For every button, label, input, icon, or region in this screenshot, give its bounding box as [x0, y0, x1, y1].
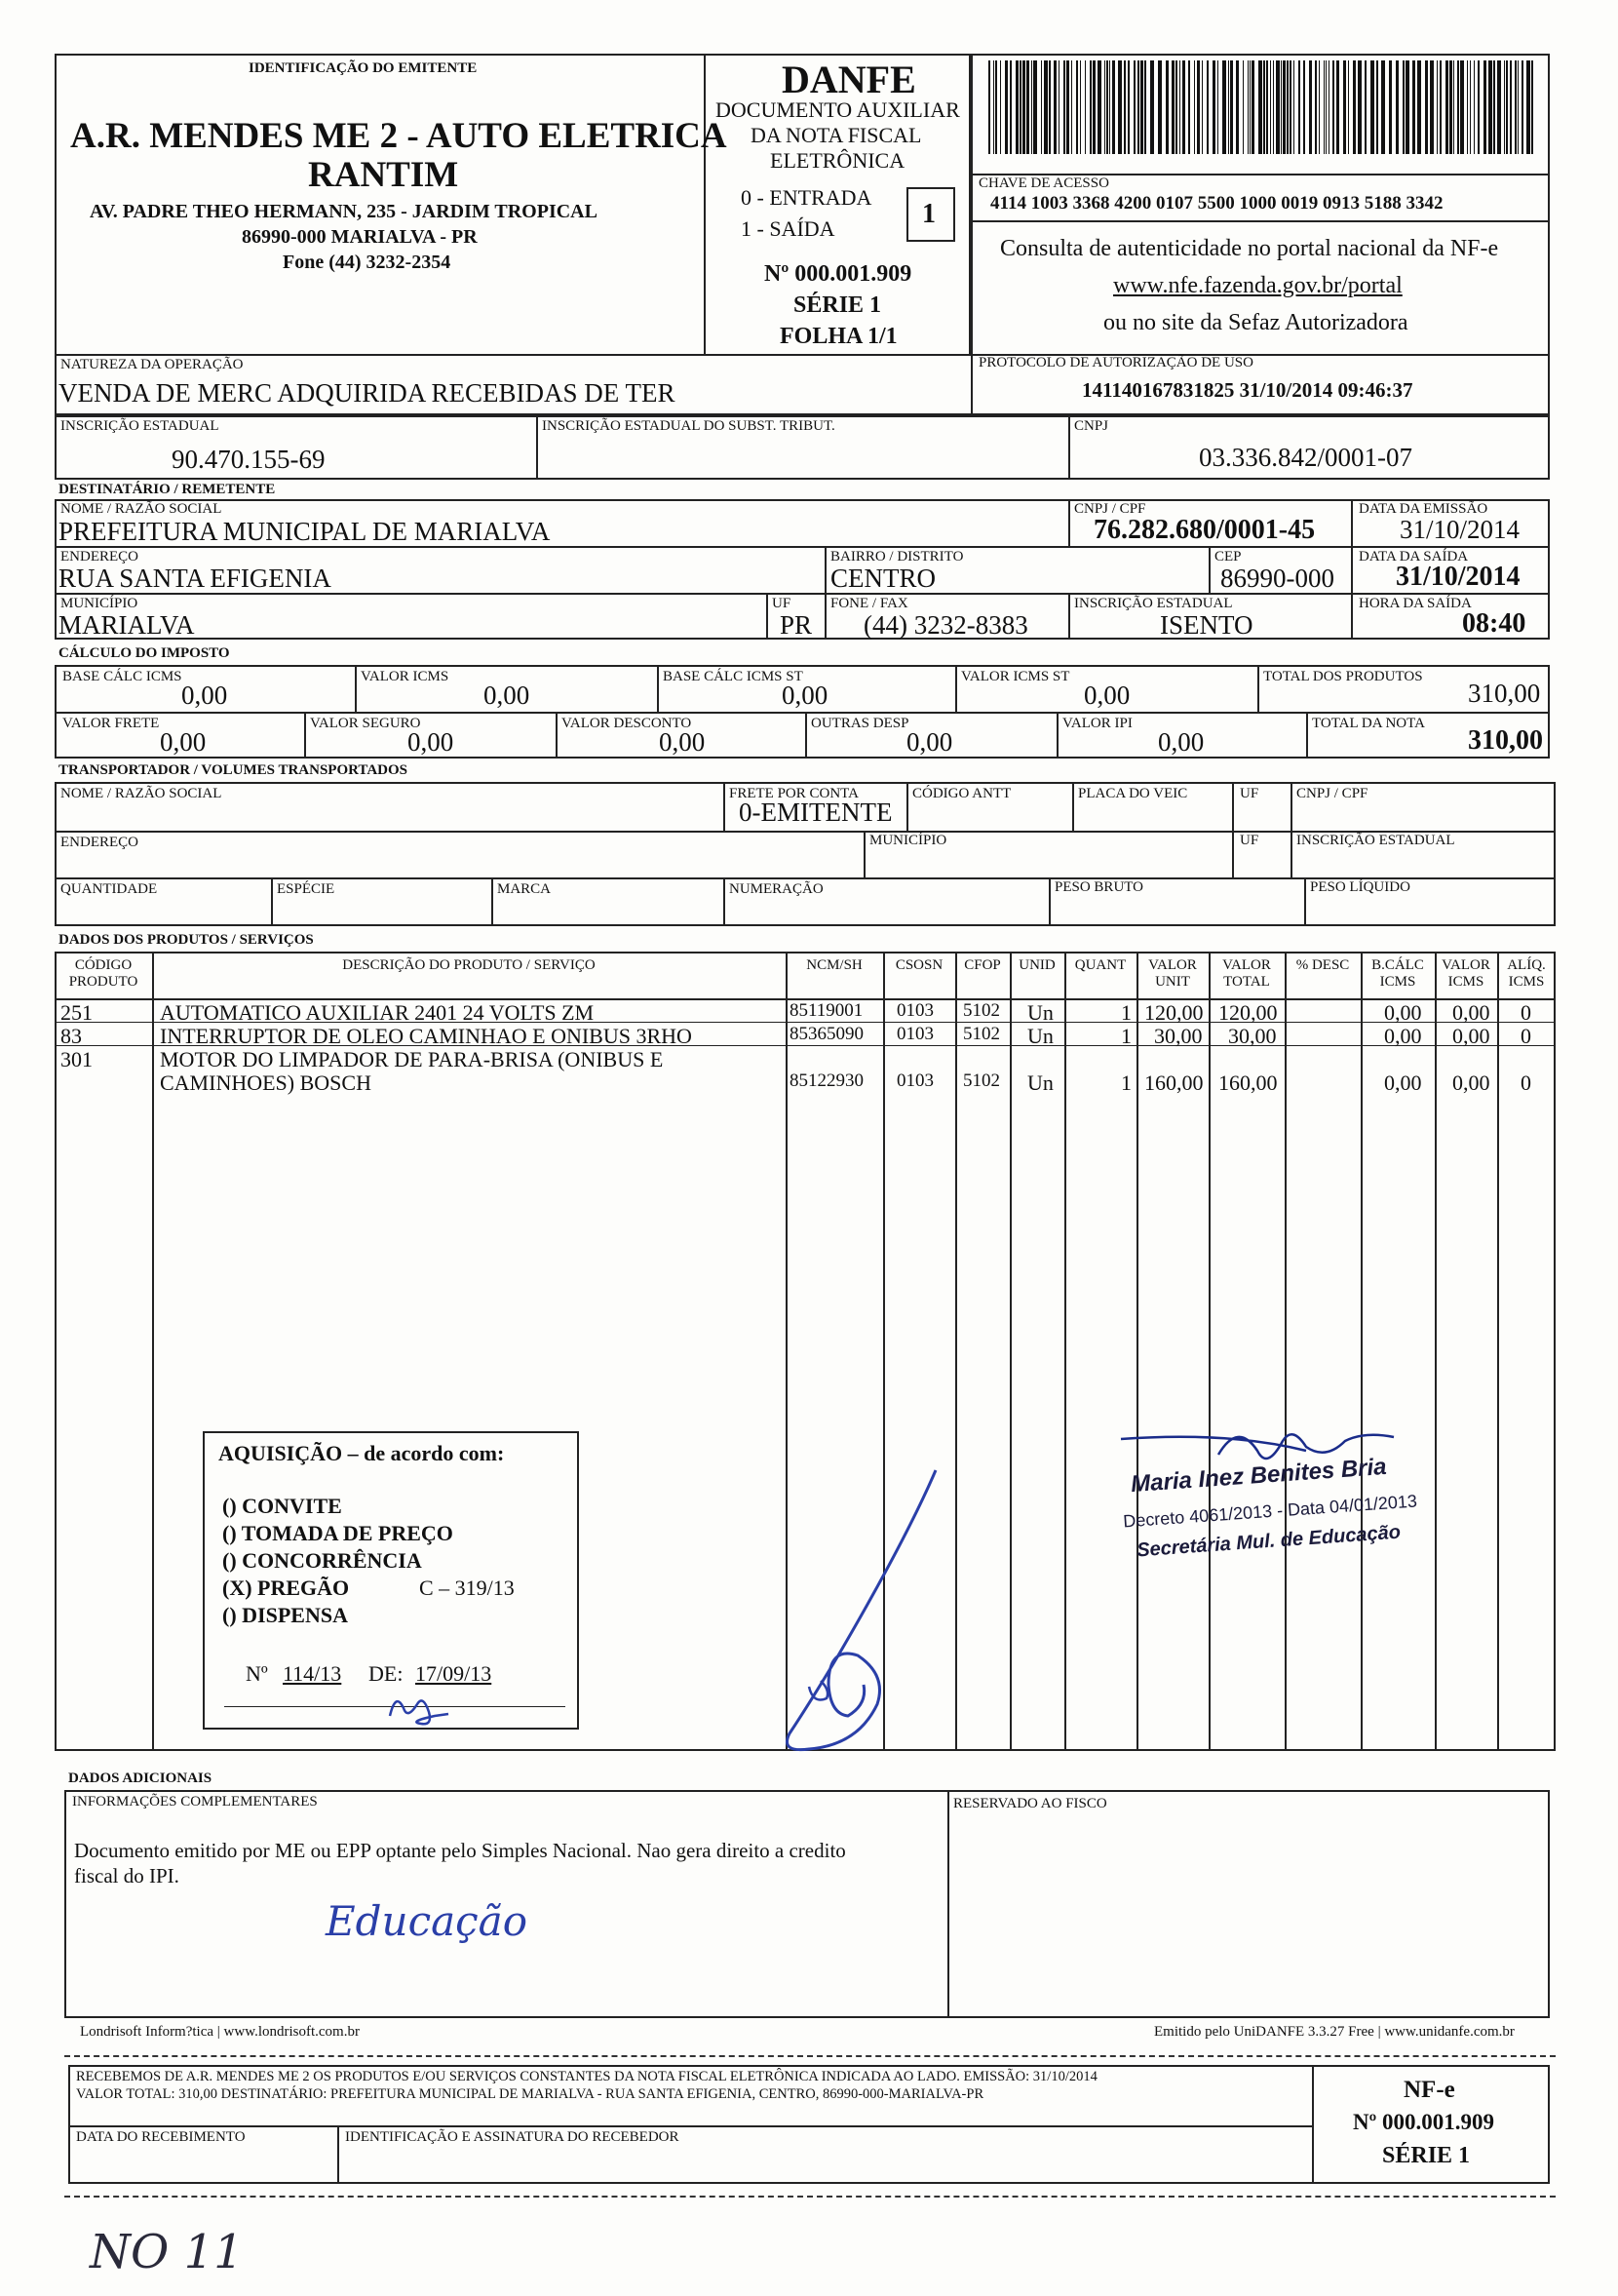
row3-desc1: MOTOR DO LIMPADOR DE PARA-BRISA (ONIBUS E: [160, 1047, 664, 1071]
transp-peso-bruto-label: PESO BRUTO: [1055, 879, 1143, 895]
chave-sefaz: ou no site da Sefaz Autorizadora: [1103, 310, 1408, 335]
row1-vtotal: 120,00: [1218, 1000, 1278, 1025]
row3-unid: Un: [1027, 1070, 1054, 1095]
row2-ncm: 85365090: [790, 1024, 864, 1044]
dest-municipio: MARIALVA: [58, 610, 195, 640]
danfe-saida: 1 - SAÍDA: [741, 216, 835, 241]
dest-bairro: CENTRO: [830, 564, 936, 593]
base-icms-label: BASE CÁLC ICMS: [62, 669, 182, 684]
transp-peso-liquido-label: PESO LÍQUIDO: [1310, 879, 1410, 895]
secretaria-decreto: Decreto 4061/2013 - Data 04/01/2013: [1122, 1491, 1418, 1532]
barcode: [984, 60, 1540, 156]
col-desc: % DESC: [1295, 957, 1350, 973]
dest-ie: ISENTO: [1160, 610, 1253, 640]
stamp-pregao-num: C – 319/13: [419, 1576, 515, 1600]
emitente-label: IDENTIFICAÇÃO DO EMITENTE: [249, 60, 478, 76]
transp-numeracao-label: NUMERAÇÃO: [729, 881, 824, 897]
transp-uf-label: UF: [1240, 786, 1259, 801]
transp-especie-label: ESPÉCIE: [277, 881, 335, 897]
row2-cfop: 5102: [963, 1024, 1000, 1044]
desconto-label: VALOR DESCONTO: [561, 716, 692, 731]
dest-fone-label: FONE / FAX: [830, 596, 908, 611]
row3-cfop: 5102: [963, 1070, 1000, 1091]
footer-left: Londrisoft Inform?tica | www.londrisoft.com.br: [80, 2024, 360, 2040]
seguro-label: VALOR SEGURO: [310, 716, 421, 731]
adicionais-section: DADOS ADICIONAIS: [68, 1771, 212, 1786]
valor-icms: 0,00: [483, 681, 530, 710]
frete-label: VALOR FRETE: [62, 716, 160, 731]
stamp-dispensa: () DISPENSA: [222, 1603, 348, 1627]
dest-saida: 31/10/2014: [1396, 562, 1521, 592]
canhoto-nfe: NF-e: [1404, 2077, 1455, 2103]
row1-codigo: 251: [60, 1000, 93, 1025]
dest-bairro-label: BAIRRO / DISTRITO: [830, 549, 964, 564]
transp-uf2-label: UF: [1240, 833, 1259, 848]
desconto: 0,00: [659, 727, 706, 757]
row1-ncm: 85119001: [790, 1000, 864, 1021]
row1-bcalc: 0,00: [1384, 1000, 1422, 1025]
stamp-concorrencia: () CONCORRÊNCIA: [222, 1548, 422, 1573]
secretaria-nome: Maria Inez Benites Bria: [1130, 1453, 1388, 1498]
stamp-numero-prefix: Nº: [246, 1661, 268, 1686]
col-cfop: CFOP: [964, 957, 1001, 973]
valor-icms-label: VALOR ICMS: [361, 669, 449, 684]
transp-cnpj-label: CNPJ / CPF: [1296, 786, 1368, 801]
info-label: INFORMAÇÕES COMPLEMENTARES: [72, 1794, 318, 1810]
natureza-value: VENDA DE MERC ADQUIRIDA RECEBIDAS DE TER: [58, 378, 675, 408]
col-vunit: VALOR UNIT: [1148, 957, 1197, 990]
signature: [770, 1460, 965, 1763]
stamp-title: AQUISIÇÃO – de acordo com:: [218, 1441, 505, 1465]
dest-emissao-label: DATA DA EMISSÃO: [1359, 501, 1488, 517]
destinatario-section: DESTINATÁRIO / REMETENTE: [58, 482, 276, 497]
stamp-convite: () CONVITE: [222, 1494, 342, 1518]
transp-frete-label: FRETE POR CONTA: [729, 786, 859, 801]
row1-vicms: 0,00: [1452, 1000, 1490, 1025]
base-st: 0,00: [782, 681, 828, 710]
canhoto-line2: VALOR TOTAL: 310,00 DESTINATÁRIO: PREFEITURA MUNICIPAL DE MARIALVA - RUA SANTA EFIGENIA, CENTRO, 86990-000-MARIALVA-PR: [76, 2086, 984, 2102]
transp-antt-label: CÓDIGO ANTT: [912, 786, 1012, 801]
danfe-numero: Nº 000.001.909: [764, 261, 912, 287]
ie-st-label: INSCRIÇÃO ESTADUAL DO SUBST. TRIBUT.: [542, 418, 835, 434]
transp-municipio-label: MUNICÍPIO: [869, 833, 947, 848]
emitente-city: 86990-000 MARIALVA - PR: [242, 226, 478, 248]
transportador-section: TRANSPORTADOR / VOLUMES TRANSPORTADOS: [58, 762, 408, 778]
row3-quant: 1: [1121, 1070, 1132, 1095]
dest-cnpj-label: CNPJ / CPF: [1074, 501, 1146, 517]
canhoto-serie: SÉRIE 1: [1382, 2143, 1471, 2168]
transp-nome-label: NOME / RAZÃO SOCIAL: [60, 786, 222, 801]
total-prod-label: TOTAL DOS PRODUTOS: [1263, 669, 1423, 684]
row2-codigo: 83: [60, 1024, 82, 1048]
secretaria-cargo: Secretária Mul. de Educação: [1136, 1521, 1402, 1562]
seguro: 0,00: [407, 727, 454, 757]
footer-right: Emitido pelo UniDANFE 3.3.27 Free | www.unidanfe.com.br: [1154, 2024, 1515, 2040]
row2-aliq: 0: [1521, 1024, 1531, 1048]
dest-cep-label: CEP: [1214, 549, 1242, 564]
row2-csosn: 0103: [897, 1024, 934, 1044]
info-line2: fiscal do IPI.: [74, 1864, 179, 1887]
dest-endereco-label: ENDEREÇO: [60, 549, 138, 564]
row3-vicms: 0,00: [1452, 1070, 1490, 1095]
col-codigo: CÓDIGO PRODUTO: [68, 957, 138, 990]
dest-cep: 86990-000: [1220, 564, 1334, 593]
dest-fone: (44) 3232-8383: [864, 610, 1028, 640]
handwritten-educacao: Educação: [326, 1897, 528, 1945]
transp-marca-label: MARCA: [497, 881, 552, 897]
valor-st-label: VALOR ICMS ST: [961, 669, 1070, 684]
emitente-phone: Fone (44) 3232-2354: [283, 252, 451, 273]
col-bcalc: B.CÁLC ICMS: [1371, 957, 1424, 990]
row3-ncm: 85122930: [790, 1070, 864, 1091]
imposto-section: CÁLCULO DO IMPOSTO: [58, 645, 230, 661]
dest-hora: 08:40: [1462, 608, 1526, 639]
danfe-sub1: DOCUMENTO AUXILIAR: [715, 97, 960, 122]
canhoto-assinatura-label: IDENTIFICAÇÃO E ASSINATURA DO RECEBEDOR: [345, 2129, 679, 2145]
danfe-folha: FOLHA 1/1: [780, 324, 898, 349]
total-nota-label: TOTAL DA NOTA: [1312, 716, 1425, 731]
row2-desc: INTERRUPTOR DE OLEO CAMINHAO E ONIBUS 3RHO: [160, 1024, 692, 1048]
dest-nome-label: NOME / RAZÃO SOCIAL: [60, 501, 222, 517]
dest-saida-label: DATA DA SAÍDA: [1359, 549, 1469, 564]
reservado-label: RESERVADO AO FISCO: [953, 1796, 1107, 1811]
danfe-title: DANFE: [782, 58, 916, 101]
dest-endereco: RUA SANTA EFIGENIA: [58, 564, 331, 593]
row1-cfop: 5102: [963, 1000, 1000, 1021]
total-nota: 310,00: [1468, 725, 1543, 756]
transp-qtd-label: QUANTIDADE: [60, 881, 158, 897]
danfe-entrada: 0 - ENTRADA: [741, 185, 872, 210]
emitente-address: AV. PADRE THEO HERMANN, 235 - JARDIM TROPICAL: [90, 201, 597, 222]
dest-hora-label: HORA DA SAÍDA: [1359, 596, 1472, 611]
dest-uf-label: UF: [772, 596, 791, 611]
transp-frete: 0-EMITENTE: [739, 798, 893, 827]
col-unid: UNID: [1019, 957, 1056, 973]
row2-unid: Un: [1027, 1024, 1054, 1048]
emitente-name-1: A.R. MENDES ME 2 - AUTO ELETRICA: [70, 116, 727, 156]
transp-endereco-label: ENDEREÇO: [60, 835, 138, 850]
row1-desc: AUTOMATICO AUXILIAR 2401 24 VOLTS ZM: [160, 1000, 595, 1025]
row1-vunit: 120,00: [1144, 1000, 1204, 1025]
ipi: 0,00: [1158, 727, 1205, 757]
dest-municipio-label: MUNICÍPIO: [60, 596, 138, 611]
row2-quant: 1: [1121, 1024, 1132, 1048]
row3-desc2: CAMINHOES) BOSCH: [160, 1070, 371, 1095]
col-quant: QUANT: [1074, 957, 1127, 973]
danfe-sub3: ELETRÔNICA: [770, 148, 905, 173]
col-aliq: ALÍQ. ICMS: [1507, 957, 1546, 990]
ipi-label: VALOR IPI: [1062, 716, 1133, 731]
outras: 0,00: [906, 727, 953, 757]
base-icms: 0,00: [181, 681, 228, 710]
row2-vunit: 30,00: [1154, 1024, 1203, 1048]
row1-quant: 1: [1121, 1000, 1132, 1025]
ie-value: 90.470.155-69: [172, 445, 326, 474]
produtos-section: DADOS DOS PRODUTOS / SERVIÇOS: [58, 932, 314, 948]
dest-emissao: 31/10/2014: [1400, 515, 1521, 544]
dest-cnpj: 76.282.680/0001-45: [1094, 515, 1316, 545]
col-vtotal: VALOR TOTAL: [1222, 957, 1271, 990]
stamp-de-prefix: DE:: [368, 1661, 404, 1686]
stamp-tomada: () TOMADA DE PREÇO: [222, 1521, 453, 1545]
emitente-name-2: RANTIM: [308, 155, 459, 195]
handwritten-bottom: NO 11: [90, 2225, 244, 2279]
valor-st: 0,00: [1084, 681, 1131, 710]
stamp-data: 17/09/13: [415, 1661, 492, 1686]
cnpj-label: CNPJ: [1074, 418, 1109, 434]
dest-nome: PREFEITURA MUNICIPAL DE MARIALVA: [58, 517, 551, 546]
transp-placa-label: PLACA DO VEIC: [1078, 786, 1188, 801]
initials-scribble: [378, 1687, 456, 1735]
ie-label: INSCRIÇÃO ESTADUAL: [60, 418, 219, 434]
row2-bcalc: 0,00: [1384, 1024, 1422, 1048]
stamp-pregao: (X) PREGÃO: [222, 1576, 350, 1600]
danfe-sub2: DA NOTA FISCAL: [751, 123, 922, 147]
protocolo-label: PROTOCOLO DE AUTORIZAÇÃO DE USO: [979, 355, 1253, 370]
row3-vunit: 160,00: [1144, 1070, 1204, 1095]
chave-value: 4114 1003 3368 4200 0107 5500 1000 0019 0913 5188 3342: [990, 193, 1444, 214]
chave-consulta: Consulta de autenticidade no portal nacional da NF-e: [1000, 236, 1499, 261]
dest-ie-label: INSCRIÇÃO ESTADUAL: [1074, 596, 1233, 611]
dest-uf: PR: [780, 610, 813, 640]
danfe-serie: SÉRIE 1: [793, 292, 882, 318]
base-st-label: BASE CÁLC ICMS ST: [663, 669, 803, 684]
chave-label: CHAVE DE ACESSO: [979, 175, 1109, 191]
tipo-value: 1: [922, 199, 936, 229]
row3-csosn: 0103: [897, 1070, 934, 1091]
stamp-numero: 114/13: [283, 1661, 342, 1686]
transp-ie-label: INSCRIÇÃO ESTADUAL: [1296, 833, 1455, 848]
row2-vtotal: 30,00: [1228, 1024, 1277, 1048]
protocolo-value: 141140167831825 31/10/2014 09:46:37: [1082, 378, 1413, 402]
canhoto-line1: RECEBEMOS DE A.R. MENDES ME 2 OS PRODUTOS E/OU SERVIÇOS CONSTANTES DA NOTA FISCAL ELETRÔNICA INDICADA AO LADO. EMISSÃO: 31/10/2014: [76, 2069, 1098, 2084]
col-descricao: DESCRIÇÃO DO PRODUTO / SERVIÇO: [342, 957, 596, 973]
aquisicao-stamp: [203, 1431, 579, 1730]
total-prod: 310,00: [1468, 679, 1541, 708]
row3-codigo: 301: [60, 1047, 93, 1071]
cnpj-value: 03.336.842/0001-07: [1199, 443, 1412, 472]
row3-aliq: 0: [1521, 1070, 1531, 1095]
canhoto-data-label: DATA DO RECEBIMENTO: [76, 2129, 246, 2145]
col-ncm: NCM/SH: [806, 957, 863, 973]
frete: 0,00: [160, 727, 207, 757]
col-csosn: CSOSN: [895, 957, 944, 973]
natureza-label: NATUREZA DA OPERAÇÃO: [60, 357, 244, 372]
row1-csosn: 0103: [897, 1000, 934, 1021]
canhoto-numero: Nº 000.001.909: [1353, 2110, 1494, 2134]
row1-unid: Un: [1027, 1000, 1054, 1025]
row1-aliq: 0: [1521, 1000, 1531, 1025]
row3-vtotal: 160,00: [1218, 1070, 1278, 1095]
outras-label: OUTRAS DESP: [811, 716, 909, 731]
info-line1: Documento emitido por ME ou EPP optante pelo Simples Nacional. Nao gera direito a credito: [74, 1839, 846, 1862]
chave-portal[interactable]: www.nfe.fazenda.gov.br/portal: [1113, 273, 1403, 298]
col-vicms: VALOR ICMS: [1442, 957, 1490, 990]
row3-bcalc: 0,00: [1384, 1070, 1422, 1095]
row2-vicms: 0,00: [1452, 1024, 1490, 1048]
